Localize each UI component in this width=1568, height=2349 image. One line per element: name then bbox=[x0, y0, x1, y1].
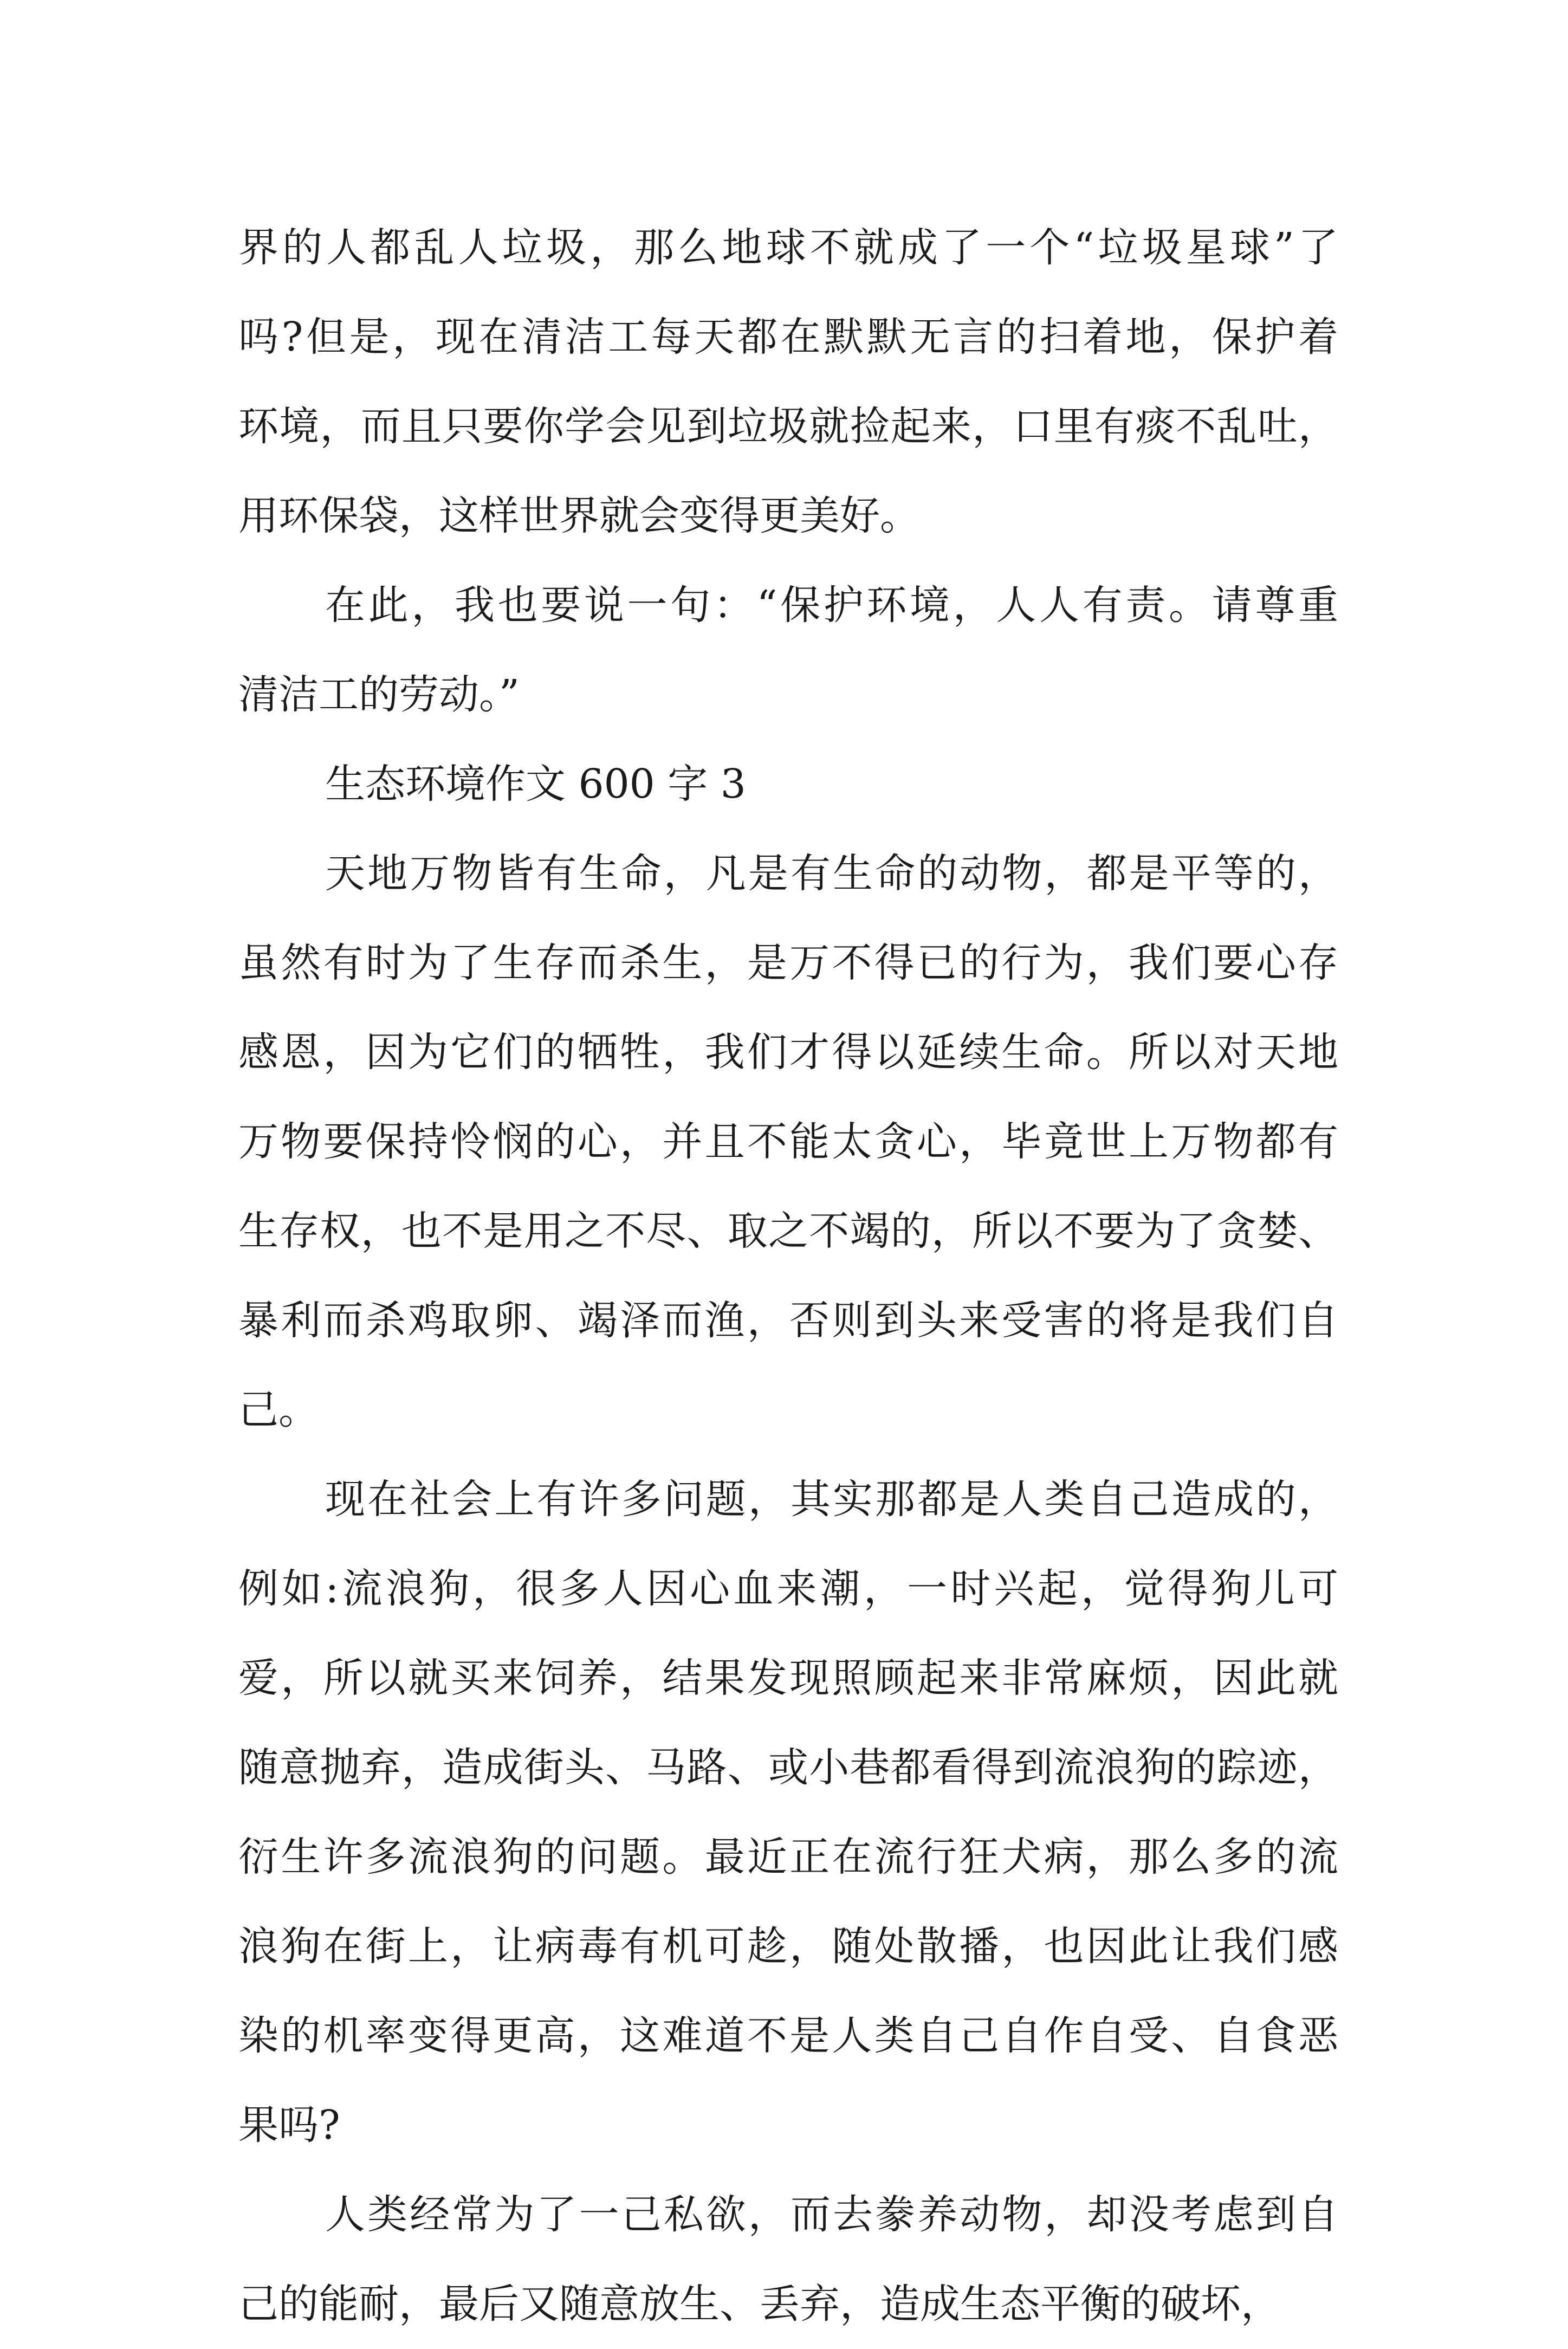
text-line: 爱，所以就买来饲养，结果发现照顾起来非常麻烦，因此就 bbox=[238, 1655, 1338, 1701]
text-line: 界的人都乱人垃圾，那么地球不就成了一个“垃圾星球”了 bbox=[238, 224, 1338, 271]
text-line: 己的能耐，最后又随意放生、丢弃，造成生态平衡的破坏， bbox=[238, 2281, 1281, 2327]
text-line: 用环保袋，这样世界就会变得更美好。 bbox=[238, 493, 920, 539]
text-line: 例如:流浪狗，很多人因心血来潮，一时兴起，觉得狗儿可 bbox=[238, 1565, 1338, 1612]
text-line: 果吗? bbox=[238, 2102, 340, 2149]
paragraph bbox=[238, 2170, 1338, 2349]
text-line: 随意抛弃，造成街头、马路、或小巷都看得到流浪狗的踪迹， bbox=[238, 1744, 1338, 1791]
paragraph bbox=[238, 1455, 1338, 2170]
text-line: 浪狗在街上，让病毒有机可趁，随处散播，也因此让我们感 bbox=[238, 1923, 1338, 1970]
text-line: 环境，而且只要你学会见到垃圾就捡起来，口里有痰不乱吐， bbox=[238, 403, 1338, 450]
text-line: 人类经常为了一己私欲，而去豢养动物，却没考虑到自 bbox=[325, 2191, 1338, 2238]
text-line: 在此，我也要说一句：“保护环境，人人有责。请尊重 bbox=[325, 582, 1338, 629]
paragraph bbox=[238, 561, 1338, 740]
text-line: 生态环境作文 600 字 3 bbox=[325, 761, 746, 807]
text-line: 衍生许多流浪狗的问题。最近正在流行狂犬病，那么多的流 bbox=[238, 1834, 1338, 1880]
text-line: 现在社会上有许多问题，其实那都是人类自己造成的， bbox=[325, 1476, 1338, 1523]
document-body bbox=[238, 203, 1338, 2349]
paragraph bbox=[238, 203, 1338, 561]
text-line: 己。 bbox=[238, 1387, 319, 1433]
text-line: 清洁工的劳动。” bbox=[238, 671, 520, 718]
text-line: 暴利而杀鸡取卵、竭泽而渔，否则到头来受害的将是我们自 bbox=[238, 1297, 1338, 1344]
paragraph bbox=[238, 740, 1338, 829]
text-line: 染的机率变得更高，这难道不是人类自己自作自受、自食恶 bbox=[238, 2012, 1338, 2059]
text-line: 感恩，因为它们的牺牲，我们才得以延续生命。所以对天地 bbox=[238, 1029, 1338, 1076]
paragraph bbox=[238, 829, 1338, 1455]
text-line: 虽然有时为了生存而杀生，是万不得已的行为，我们要心存 bbox=[238, 940, 1338, 986]
text-line: 吗?但是，现在清洁工每天都在默默无言的扫着地，保护着 bbox=[238, 314, 1338, 360]
text-line: 万物要保持怜悯的心，并且不能太贪心，毕竟世上万物都有 bbox=[238, 1118, 1338, 1165]
text-line: 生存权，也不是用之不尽、取之不竭的，所以不要为了贪婪、 bbox=[238, 1208, 1338, 1254]
text-line: 天地万物皆有生命，凡是有生命的动物，都是平等的， bbox=[325, 850, 1338, 897]
